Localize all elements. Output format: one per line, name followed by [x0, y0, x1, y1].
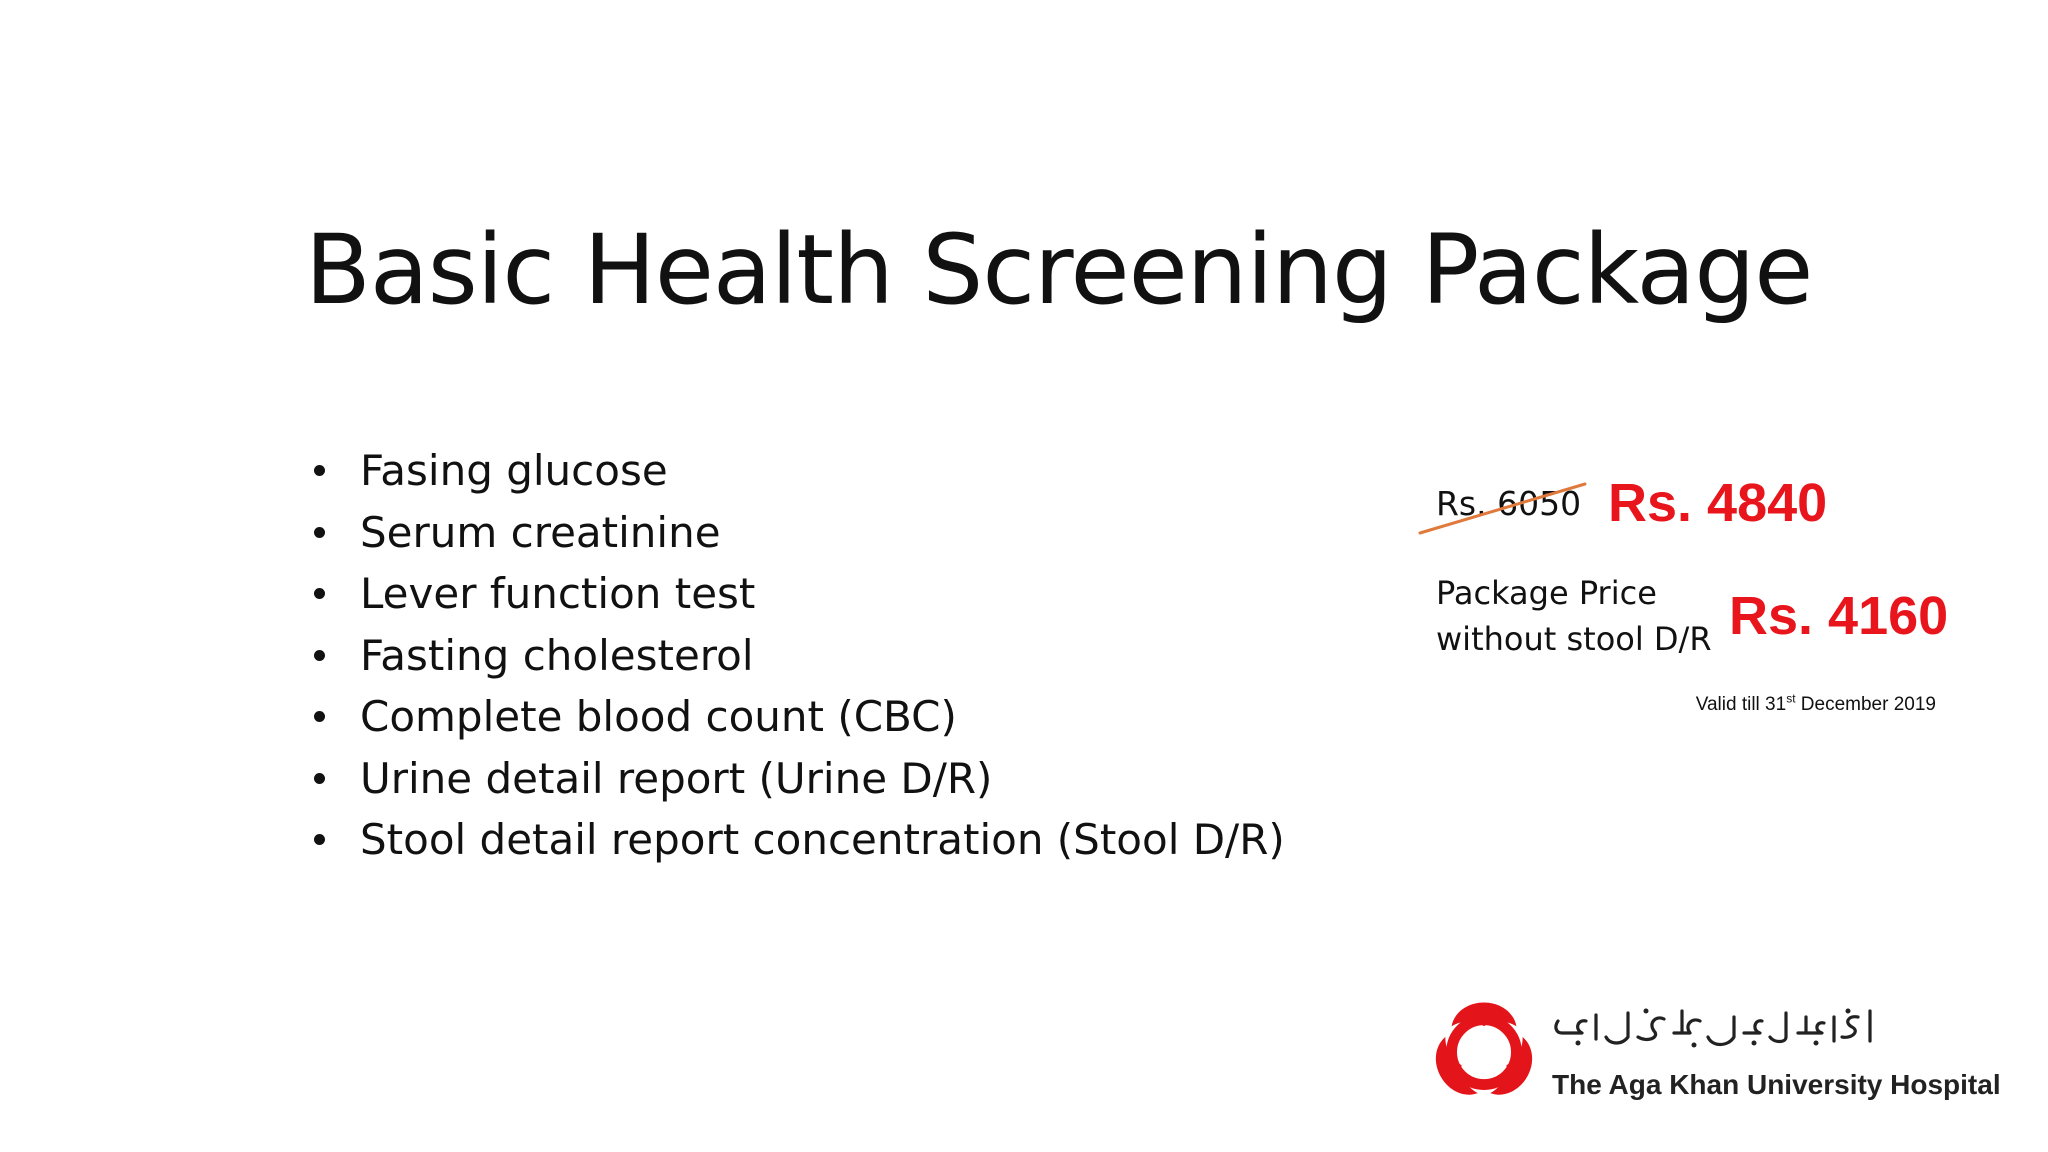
test-item: [310, 440, 1285, 502]
test-item: [310, 809, 1285, 871]
validity-note: [1696, 692, 1936, 718]
validity-ordinal: st: [1786, 691, 1796, 706]
test-item-label: Fasting cholesterol: [360, 630, 754, 680]
aku-logo-icon: [1430, 996, 1538, 1104]
validity-prefix: Valid till 31: [1695, 694, 1787, 715]
bullet-icon: [314, 773, 325, 784]
test-item: [310, 625, 1285, 687]
discounted-price: Rs. 4840: [1608, 473, 1828, 533]
test-item-label: Complete blood count (CBC): [360, 692, 957, 741]
urdu-hospital-name-icon: [1548, 1003, 1878, 1059]
strikethrough-line: [1420, 478, 1600, 538]
bullet-icon: [314, 711, 325, 722]
test-list: [310, 440, 1285, 871]
old-price: Rs. 6050: [1436, 484, 1582, 523]
bullet-icon: [314, 650, 325, 661]
package-label-line2: without stool D/R: [1436, 620, 1712, 658]
test-item-label: Stool detail report concentration (Stool D/R): [360, 815, 1285, 864]
package-price: Rs. 4160: [1729, 586, 1949, 646]
validity-suffix: December 2019: [1795, 694, 1936, 715]
bullet-icon: [314, 527, 325, 538]
hospital-name: The Aga Khan University Hospital: [1552, 1069, 2001, 1100]
test-item-label: Serum creatinine: [360, 507, 721, 557]
test-item-label: Fasing glucose: [360, 446, 668, 495]
package-price-label: [1436, 570, 1712, 662]
bullet-icon: [314, 588, 325, 599]
test-item: [310, 502, 1285, 564]
test-item-label: Urine detail report (Urine D/R): [360, 753, 993, 803]
slide-title: Basic Health Screening Package: [305, 214, 1813, 326]
test-item: [310, 563, 1285, 625]
package-label-line1: Package Price: [1436, 574, 1657, 612]
bullet-icon: [314, 465, 325, 476]
test-item-label: Lever function test: [360, 569, 756, 618]
bullet-icon: [314, 834, 325, 845]
test-item: [310, 686, 1285, 748]
test-item: [310, 748, 1285, 810]
